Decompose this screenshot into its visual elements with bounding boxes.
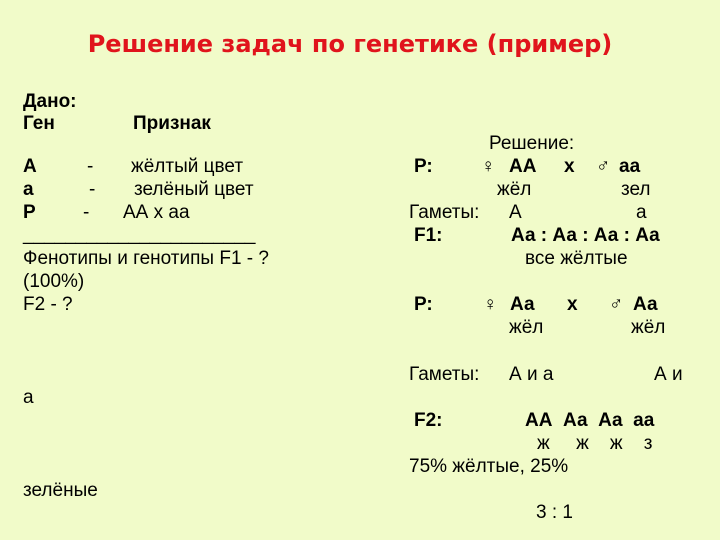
p1-label: Р:	[414, 156, 433, 177]
gametes1-female: А	[509, 202, 522, 223]
p1-phenotype-female: жёл	[497, 179, 532, 200]
f2-ratio: 3 : 1	[536, 502, 573, 523]
dash: -	[89, 179, 96, 200]
gametes2-female: А и а	[509, 364, 554, 385]
question-f1-percent: (100%)	[23, 271, 85, 292]
female-icon: ♀	[483, 294, 498, 315]
gametes1-label: Гаметы:	[409, 202, 480, 223]
solution-heading: Решение:	[489, 133, 575, 154]
f2-percent: 75% жёлтые, 25%	[409, 456, 569, 477]
question-f2: F2 - ?	[23, 294, 73, 315]
f1-genotypes: Аа : Аа : Аа : Аа	[511, 225, 660, 246]
gene-header: Ген	[23, 113, 55, 134]
f2-genotypes: АА Аа Аа аа	[525, 410, 655, 431]
f2-label: F2:	[414, 410, 443, 431]
gametes1-male: а	[636, 202, 647, 223]
gametes2-label: Гаметы:	[409, 364, 480, 385]
dash: -	[83, 202, 90, 223]
question-f1: Фенотипы и генотипы F1 - ?	[23, 248, 269, 269]
trait-yellow: жёлтый цвет	[131, 156, 244, 177]
gene-recessive: а	[23, 179, 34, 200]
p1-genotype-male: аа	[619, 156, 641, 177]
p1-phenotype-male: зел	[621, 179, 651, 200]
p2-phenotype-male: жёл	[631, 317, 666, 338]
p2-phenotype-female: жёл	[509, 317, 544, 338]
slide-title: Решение задач по генетике (пример)	[87, 30, 613, 58]
p2-label: Р:	[414, 294, 433, 315]
trait-green: зелёный цвет	[134, 179, 254, 200]
given-label: Дано:	[23, 91, 77, 112]
cross-symbol: х	[564, 156, 575, 177]
female-icon: ♀	[481, 156, 496, 177]
p1-genotype-female: АА	[509, 156, 537, 177]
parents-symbol: Р	[23, 202, 36, 223]
wrapped-text-a: а	[23, 387, 34, 408]
f1-phenotype: все жёлтые	[525, 248, 628, 269]
p2-genotype-female: Аа	[510, 294, 535, 315]
dash: -	[87, 156, 94, 177]
f2-phenotypes: ж ж ж з	[537, 433, 653, 454]
male-icon: ♂	[609, 294, 624, 315]
gametes2-male: А и	[654, 364, 683, 385]
wrapped-text-green: зелёные	[23, 480, 98, 501]
gene-dominant: А	[23, 156, 37, 177]
f1-label: F1:	[414, 225, 443, 246]
cross-symbol: х	[567, 294, 578, 315]
p2-genotype-male: Аа	[633, 294, 658, 315]
male-icon: ♂	[596, 156, 611, 177]
parents-cross: АА х аа	[123, 202, 190, 223]
separator-line: ______________________	[23, 224, 256, 245]
trait-header: Признак	[133, 113, 211, 134]
